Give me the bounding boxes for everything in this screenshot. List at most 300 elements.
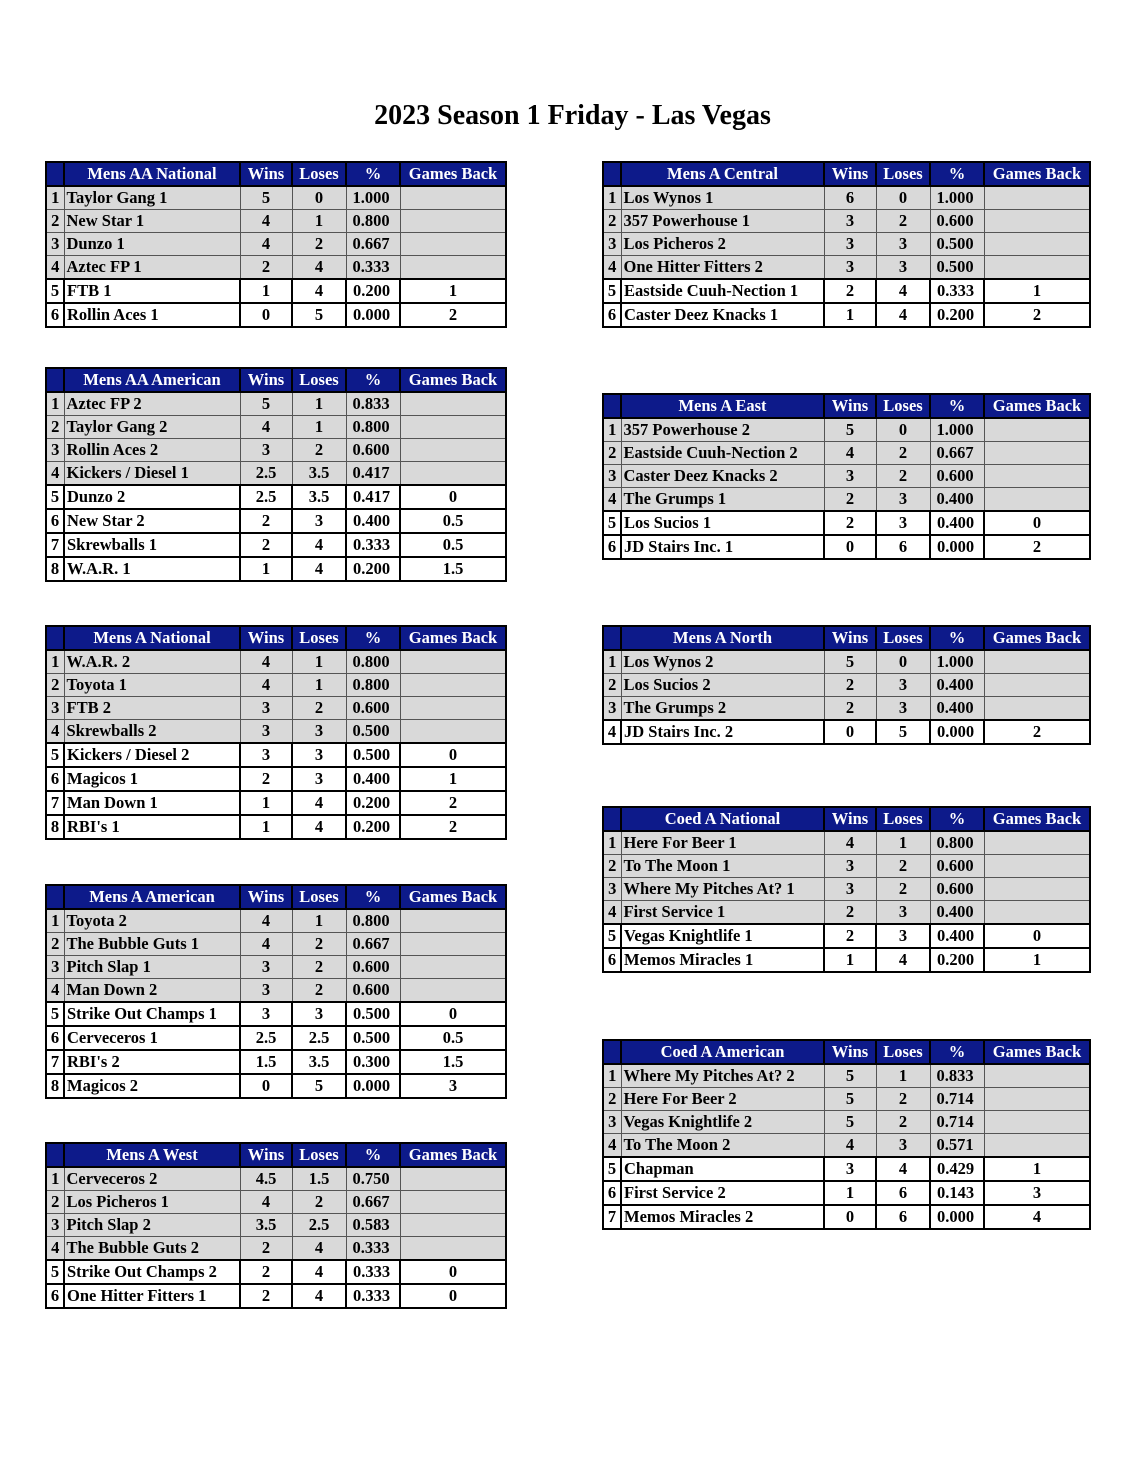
header-pct: % (930, 394, 984, 418)
loses-cell: 3 (292, 743, 346, 767)
table-row (603, 1064, 1090, 1088)
wins-cell: 4 (240, 933, 292, 956)
rank-cell: 8 (46, 1074, 64, 1098)
pct-cell: 0.667 (346, 1191, 400, 1214)
team-name-cell: Pitch Slap 1 (64, 956, 240, 979)
wins-cell: 2 (824, 279, 876, 303)
team-name-cell: Memos Miracles 1 (621, 948, 824, 972)
team-name-cell: Kickers / Diesel 2 (64, 743, 240, 767)
games-back-cell: 2 (400, 791, 506, 815)
team-name-cell: Caster Deez Knacks 2 (621, 465, 824, 488)
loses-cell: 2.5 (292, 1026, 346, 1050)
games-back-cell (984, 418, 1090, 442)
wins-cell: 2 (824, 488, 876, 512)
table-row (603, 855, 1090, 878)
games-back-cell (400, 392, 506, 416)
rank-cell: 2 (46, 674, 64, 697)
games-back-cell: 0 (400, 1260, 506, 1284)
table-row (46, 1284, 506, 1308)
rank-cell: 4 (46, 720, 64, 744)
header-wins: Wins (240, 368, 292, 392)
rank-cell: 6 (46, 1284, 64, 1308)
rank-cell: 6 (603, 1181, 621, 1205)
header-pct: % (930, 162, 984, 186)
team-name-cell: Caster Deez Knacks 1 (621, 303, 824, 327)
pct-cell: 0.333 (346, 1284, 400, 1308)
wins-cell: 3 (240, 697, 292, 720)
wins-cell: 4 (240, 650, 292, 674)
table-row (46, 697, 506, 720)
table-row (603, 924, 1090, 948)
team-name-cell: Eastside Cuuh-Nection 1 (621, 279, 824, 303)
table-row (603, 1111, 1090, 1134)
division-name: Coed A National (621, 807, 824, 831)
pct-cell: 0.600 (346, 979, 400, 1003)
loses-cell: 6 (876, 1205, 930, 1229)
pct-cell: 0.500 (346, 743, 400, 767)
table-row (46, 392, 506, 416)
wins-cell: 5 (824, 650, 876, 674)
team-name-cell: Memos Miracles 2 (621, 1205, 824, 1229)
pct-cell: 0.200 (346, 279, 400, 303)
table-row (603, 878, 1090, 901)
team-name-cell: Strike Out Champs 2 (64, 1260, 240, 1284)
rank-cell: 5 (46, 743, 64, 767)
pct-cell: 0.417 (346, 485, 400, 509)
rank-cell: 3 (46, 1214, 64, 1237)
games-back-cell: 1.5 (400, 1050, 506, 1074)
wins-cell: 3 (240, 1002, 292, 1026)
rank-cell: 5 (603, 924, 621, 948)
loses-cell: 2 (292, 439, 346, 462)
wins-cell: 4 (240, 233, 292, 256)
rank-cell: 4 (603, 1134, 621, 1158)
wins-cell: 3 (824, 1157, 876, 1181)
team-name-cell: Magicos 1 (64, 767, 240, 791)
loses-cell: 6 (876, 535, 930, 559)
team-name-cell: Man Down 1 (64, 791, 240, 815)
header-wins: Wins (240, 626, 292, 650)
pct-cell: 0.667 (346, 233, 400, 256)
table-row (46, 815, 506, 839)
games-back-cell (400, 650, 506, 674)
loses-cell: 5 (292, 303, 346, 327)
header-loses: Loses (876, 807, 930, 831)
rank-cell: 2 (603, 210, 621, 233)
table-row (46, 674, 506, 697)
team-name-cell: Pitch Slap 2 (64, 1214, 240, 1237)
pct-cell: 0.833 (930, 1064, 984, 1088)
table-row (46, 1260, 506, 1284)
pct-cell: 0.800 (346, 674, 400, 697)
pct-cell: 0.667 (930, 442, 984, 465)
header-corner (46, 162, 64, 186)
table-row (603, 1157, 1090, 1181)
header-wins: Wins (240, 885, 292, 909)
team-name-cell: Dunzo 1 (64, 233, 240, 256)
pct-cell: 0.417 (346, 462, 400, 486)
table-row (603, 233, 1090, 256)
loses-cell: 1 (292, 210, 346, 233)
loses-cell: 2.5 (292, 1214, 346, 1237)
team-name-cell: Taylor Gang 1 (64, 186, 240, 210)
team-name-cell: Rollin Aces 2 (64, 439, 240, 462)
pct-cell: 0.800 (346, 650, 400, 674)
games-back-cell: 1 (984, 1157, 1090, 1181)
games-back-cell: 1 (400, 279, 506, 303)
games-back-cell (400, 956, 506, 979)
pct-cell: 0.200 (930, 303, 984, 327)
rank-cell: 8 (46, 815, 64, 839)
header-pct: % (346, 368, 400, 392)
table-header-row (603, 394, 1090, 418)
games-back-cell (400, 697, 506, 720)
division-name: Mens A West (64, 1143, 240, 1167)
rank-cell: 1 (603, 418, 621, 442)
loses-cell: 3.5 (292, 485, 346, 509)
games-back-cell: 2 (984, 535, 1090, 559)
loses-cell: 5 (292, 1074, 346, 1098)
pct-cell: 0.400 (930, 674, 984, 697)
team-name-cell: Rollin Aces 1 (64, 303, 240, 327)
header-corner (603, 1040, 621, 1064)
games-back-cell (984, 1088, 1090, 1111)
wins-cell: 5 (824, 1064, 876, 1088)
pct-cell: 0.600 (930, 878, 984, 901)
team-name-cell: Where My Pitches At? 2 (621, 1064, 824, 1088)
team-name-cell: Skrewballs 2 (64, 720, 240, 744)
team-name-cell: To The Moon 1 (621, 855, 824, 878)
wins-cell: 5 (824, 1088, 876, 1111)
rank-cell: 3 (46, 697, 64, 720)
pct-cell: 0.000 (930, 1205, 984, 1229)
loses-cell: 2 (876, 1111, 930, 1134)
team-name-cell: Dunzo 2 (64, 485, 240, 509)
team-name-cell: Vegas Knightlife 1 (621, 924, 824, 948)
wins-cell: 0 (240, 303, 292, 327)
header-wins: Wins (240, 1143, 292, 1167)
pct-cell: 0.200 (346, 791, 400, 815)
loses-cell: 0 (292, 186, 346, 210)
team-name-cell: The Bubble Guts 1 (64, 933, 240, 956)
pct-cell: 0.800 (346, 909, 400, 933)
table-row (603, 256, 1090, 280)
pct-cell: 0.600 (930, 465, 984, 488)
table-mens-a-north (602, 625, 1091, 745)
games-back-cell (400, 909, 506, 933)
pct-cell: 0.200 (930, 948, 984, 972)
team-name-cell: Los Sucios 2 (621, 674, 824, 697)
table-mens-a-central (602, 161, 1091, 328)
loses-cell: 3 (292, 767, 346, 791)
pct-cell: 1.000 (930, 650, 984, 674)
pct-cell: 0.600 (346, 697, 400, 720)
games-back-cell (984, 465, 1090, 488)
pct-cell: 0.714 (930, 1111, 984, 1134)
games-back-cell: 0 (984, 511, 1090, 535)
pct-cell: 0.583 (346, 1214, 400, 1237)
team-name-cell: Here For Beer 2 (621, 1088, 824, 1111)
pct-cell: 0.400 (930, 697, 984, 721)
rank-cell: 1 (603, 831, 621, 855)
wins-cell: 4 (240, 674, 292, 697)
header-corner (46, 626, 64, 650)
table-row (46, 1191, 506, 1214)
team-name-cell: Cerveceros 2 (64, 1167, 240, 1191)
division-name: Coed A American (621, 1040, 824, 1064)
pct-cell: 0.500 (930, 256, 984, 280)
loses-cell: 4 (292, 791, 346, 815)
header-games-back: Games Back (400, 368, 506, 392)
team-name-cell: Vegas Knightlife 2 (621, 1111, 824, 1134)
loses-cell: 4 (292, 256, 346, 280)
wins-cell: 2.5 (240, 485, 292, 509)
header-wins: Wins (240, 162, 292, 186)
pct-cell: 0.500 (346, 1002, 400, 1026)
rank-cell: 3 (603, 697, 621, 721)
games-back-cell (400, 720, 506, 744)
pct-cell: 0.000 (930, 720, 984, 744)
team-name-cell: Man Down 2 (64, 979, 240, 1003)
table-row (46, 1050, 506, 1074)
table-header-row (46, 1143, 506, 1167)
games-back-cell (400, 256, 506, 280)
pct-cell: 0.800 (930, 831, 984, 855)
table-row (46, 533, 506, 557)
team-name-cell: W.A.R. 1 (64, 557, 240, 581)
loses-cell: 2 (292, 979, 346, 1003)
table-row (603, 1088, 1090, 1111)
games-back-cell: 3 (400, 1074, 506, 1098)
team-name-cell: Aztec FP 2 (64, 392, 240, 416)
header-loses: Loses (292, 885, 346, 909)
pct-cell: 0.000 (930, 535, 984, 559)
header-corner (603, 162, 621, 186)
loses-cell: 3 (876, 674, 930, 697)
team-name-cell: Skrewballs 1 (64, 533, 240, 557)
rank-cell: 3 (603, 465, 621, 488)
games-back-cell (400, 933, 506, 956)
team-name-cell: Kickers / Diesel 1 (64, 462, 240, 486)
loses-cell: 2 (292, 233, 346, 256)
pct-cell: 1.000 (346, 186, 400, 210)
rank-cell: 5 (46, 279, 64, 303)
pct-cell: 0.714 (930, 1088, 984, 1111)
wins-cell: 1.5 (240, 1050, 292, 1074)
games-back-cell (984, 186, 1090, 210)
division-name: Mens A National (64, 626, 240, 650)
page-title: 2023 Season 1 Friday - Las Vegas (374, 100, 771, 131)
pct-cell: 0.667 (346, 933, 400, 956)
wins-cell: 2 (824, 674, 876, 697)
wins-cell: 4 (824, 831, 876, 855)
wins-cell: 3 (824, 210, 876, 233)
loses-cell: 2 (876, 855, 930, 878)
table-header-row (46, 885, 506, 909)
header-wins: Wins (824, 1040, 876, 1064)
table-row (46, 650, 506, 674)
rank-cell: 4 (46, 256, 64, 280)
wins-cell: 3 (240, 956, 292, 979)
team-name-cell: RBI's 1 (64, 815, 240, 839)
games-back-cell (400, 1237, 506, 1261)
table-header-row (46, 626, 506, 650)
table-row (46, 279, 506, 303)
rank-cell: 6 (46, 509, 64, 533)
pct-cell: 0.143 (930, 1181, 984, 1205)
rank-cell: 7 (603, 1205, 621, 1229)
table-row (46, 933, 506, 956)
pct-cell: 1.000 (930, 186, 984, 210)
wins-cell: 1 (240, 557, 292, 581)
loses-cell: 3 (292, 720, 346, 744)
wins-cell: 4 (824, 442, 876, 465)
table-header-row (603, 1040, 1090, 1064)
pct-cell: 0.600 (930, 210, 984, 233)
header-pct: % (346, 162, 400, 186)
pct-cell: 0.400 (930, 511, 984, 535)
team-name-cell: Taylor Gang 2 (64, 416, 240, 439)
loses-cell: 3.5 (292, 1050, 346, 1074)
header-pct: % (930, 1040, 984, 1064)
table-row (603, 697, 1090, 721)
team-name-cell: Chapman (621, 1157, 824, 1181)
team-name-cell: First Service 1 (621, 901, 824, 925)
games-back-cell: 2 (400, 815, 506, 839)
rank-cell: 3 (46, 233, 64, 256)
table-mens-aa-national (45, 161, 507, 328)
table-row (46, 210, 506, 233)
games-back-cell: 0 (400, 743, 506, 767)
loses-cell: 4 (292, 557, 346, 581)
loses-cell: 3 (876, 1134, 930, 1158)
wins-cell: 3 (240, 720, 292, 744)
loses-cell: 2 (876, 210, 930, 233)
header-corner (46, 885, 64, 909)
team-name-cell: The Grumps 1 (621, 488, 824, 512)
header-wins: Wins (824, 162, 876, 186)
header-pct: % (346, 885, 400, 909)
table-row (46, 956, 506, 979)
table-row (603, 1181, 1090, 1205)
wins-cell: 2 (824, 924, 876, 948)
rank-cell: 1 (603, 1064, 621, 1088)
header-corner (46, 1143, 64, 1167)
rank-cell: 1 (46, 1167, 64, 1191)
games-back-cell: 0 (400, 485, 506, 509)
team-name-cell: One Hitter Fitters 2 (621, 256, 824, 280)
table-row (46, 416, 506, 439)
header-loses: Loses (292, 368, 346, 392)
loses-cell: 3 (876, 697, 930, 721)
games-back-cell: 1.5 (400, 557, 506, 581)
games-back-cell (400, 674, 506, 697)
rank-cell: 1 (46, 650, 64, 674)
team-name-cell: Magicos 2 (64, 1074, 240, 1098)
table-row (603, 186, 1090, 210)
table-row (46, 1214, 506, 1237)
rank-cell: 5 (46, 1002, 64, 1026)
table-row (603, 720, 1090, 744)
rank-cell: 6 (603, 303, 621, 327)
loses-cell: 1 (292, 909, 346, 933)
header-loses: Loses (292, 162, 346, 186)
loses-cell: 3 (292, 1002, 346, 1026)
wins-cell: 3 (824, 256, 876, 280)
rank-cell: 5 (603, 279, 621, 303)
games-back-cell (400, 210, 506, 233)
wins-cell: 4 (240, 416, 292, 439)
table-mens-a-american (45, 884, 507, 1099)
loses-cell: 1 (292, 674, 346, 697)
loses-cell: 5 (876, 720, 930, 744)
rank-cell: 6 (46, 1026, 64, 1050)
table-coed-a-national (602, 806, 1091, 973)
table-row (46, 186, 506, 210)
table-row (46, 1237, 506, 1261)
games-back-cell (400, 439, 506, 462)
games-back-cell (984, 210, 1090, 233)
wins-cell: 2 (240, 767, 292, 791)
rank-cell: 4 (46, 462, 64, 486)
loses-cell: 1.5 (292, 1167, 346, 1191)
games-back-cell: 1 (984, 279, 1090, 303)
games-back-cell (984, 697, 1090, 721)
loses-cell: 4 (876, 279, 930, 303)
header-games-back: Games Back (400, 626, 506, 650)
pct-cell: 0.333 (346, 256, 400, 280)
table-row (46, 1074, 506, 1098)
rank-cell: 7 (46, 533, 64, 557)
rank-cell: 2 (46, 416, 64, 439)
header-games-back: Games Back (400, 1143, 506, 1167)
table-row (46, 767, 506, 791)
table-row (46, 1026, 506, 1050)
header-games-back: Games Back (984, 807, 1090, 831)
games-back-cell (400, 1167, 506, 1191)
header-loses: Loses (876, 1040, 930, 1064)
games-back-cell: 0.5 (400, 1026, 506, 1050)
pct-cell: 0.500 (346, 720, 400, 744)
pct-cell: 0.600 (346, 439, 400, 462)
header-wins: Wins (824, 626, 876, 650)
games-back-cell (400, 979, 506, 1003)
wins-cell: 0 (824, 1205, 876, 1229)
wins-cell: 2 (240, 509, 292, 533)
wins-cell: 2 (240, 256, 292, 280)
rank-cell: 3 (46, 956, 64, 979)
games-back-cell: 1 (400, 767, 506, 791)
wins-cell: 2.5 (240, 1026, 292, 1050)
table-row (603, 210, 1090, 233)
rank-cell: 3 (603, 1111, 621, 1134)
pct-cell: 0.000 (346, 1074, 400, 1098)
rank-cell: 2 (46, 210, 64, 233)
team-name-cell: JD Stairs Inc. 1 (621, 535, 824, 559)
games-back-cell: 3 (984, 1181, 1090, 1205)
games-back-cell: 2 (400, 303, 506, 327)
team-name-cell: Toyota 2 (64, 909, 240, 933)
loses-cell: 3 (292, 509, 346, 533)
team-name-cell: 357 Powerhouse 2 (621, 418, 824, 442)
division-name: Mens A East (621, 394, 824, 418)
table-row (603, 279, 1090, 303)
wins-cell: 2.5 (240, 462, 292, 486)
division-name: Mens A North (621, 626, 824, 650)
division-name: Mens A Central (621, 162, 824, 186)
wins-cell: 3 (824, 465, 876, 488)
header-wins: Wins (824, 807, 876, 831)
